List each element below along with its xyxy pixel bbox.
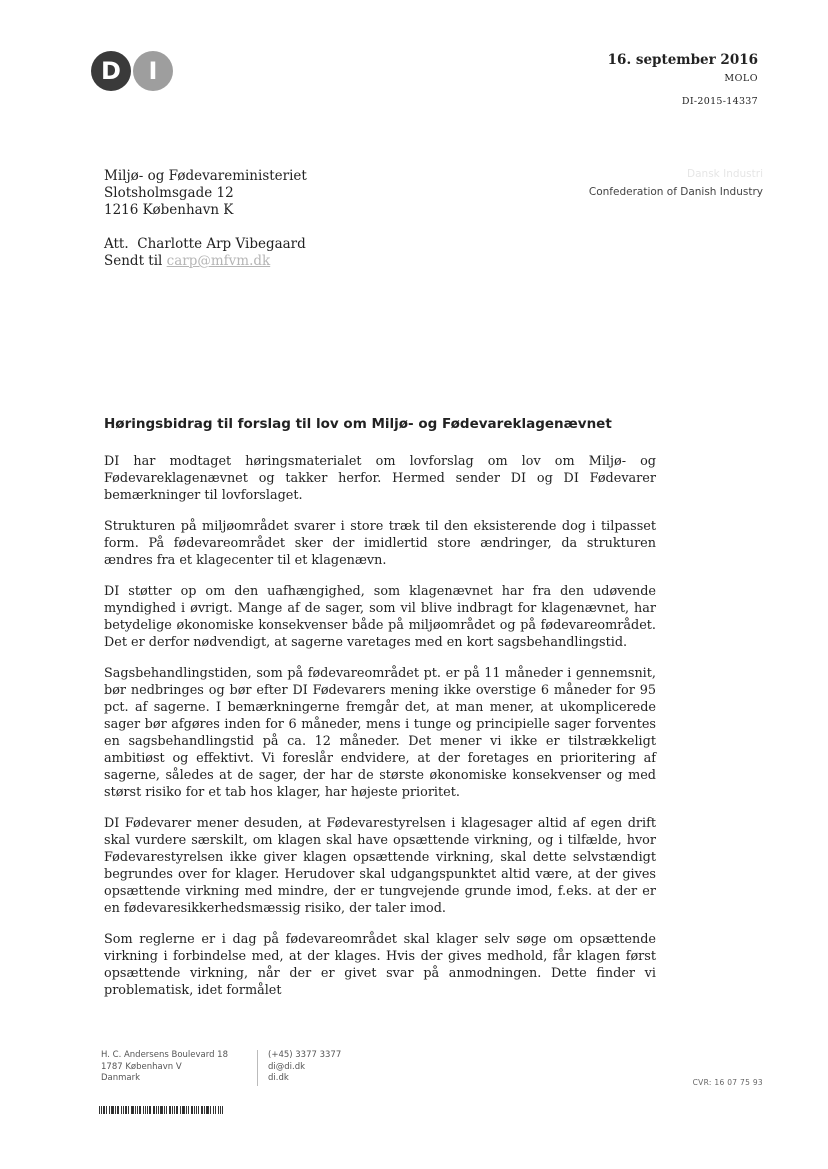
recipient-address (104, 168, 307, 219)
footer-address (101, 1050, 228, 1085)
barcode-bar (145, 1106, 146, 1114)
barcode-bar (166, 1106, 167, 1114)
barcode-bar (201, 1106, 203, 1114)
barcode-bar (101, 1106, 102, 1114)
barcode-bar (213, 1106, 214, 1114)
barcode-bar (139, 1106, 141, 1114)
barcode-bar (115, 1106, 116, 1114)
sender-org-faded: Dansk Industri (687, 168, 763, 180)
barcode-bar (123, 1106, 124, 1114)
recipient-name: Miljø- og Fødevareministeriet (104, 168, 307, 184)
barcode-bar (204, 1106, 205, 1114)
barcode-bar (128, 1106, 129, 1114)
barcode-bar (153, 1106, 155, 1114)
barcode-bar (135, 1106, 136, 1114)
barcode-bar (131, 1106, 134, 1114)
barcode-bar (218, 1106, 219, 1114)
footer-street: H. C. Andersens Boulevard 18 (101, 1050, 228, 1060)
barcode-bar (222, 1106, 223, 1114)
attention-line (104, 236, 306, 253)
letter-heading: Høringsbidrag til forslag til lov om Miljø- og Fødevareklagenævnet (104, 416, 612, 432)
body-paragraph: Strukturen på miljøområdet svarer i store træk til den eksisterende dog i tilpasset form. På fødevareområdet sker der imidlertid store ændringer, da strukturen ændres fra et klagecenter til et klagenævn. (104, 519, 656, 568)
footer-cvr: CVR: 16 07 75 93 (692, 1078, 763, 1087)
letter-date: 16. september 2016 (607, 52, 758, 68)
barcode-bar (194, 1106, 195, 1114)
footer-city: 1787 København V (101, 1061, 182, 1072)
att-label: Att. (104, 236, 129, 252)
sent-label: Sendt til (104, 253, 163, 269)
barcode-bar (182, 1106, 185, 1114)
footer-web: di.dk (268, 1073, 289, 1083)
recipient-street: Slotsholmsgade 12 (104, 185, 234, 201)
recipient-city: 1216 København K (104, 202, 234, 218)
footer-country: Danmark (101, 1073, 141, 1083)
barcode-bar (174, 1106, 175, 1114)
barcode-bar (99, 1106, 100, 1114)
barcode-bar (103, 1106, 105, 1114)
author-initials: MOLO (724, 73, 758, 84)
barcode-bar (111, 1106, 114, 1114)
barcode-bar (191, 1106, 193, 1114)
att-name: Charlotte Arp Vibegaard (137, 236, 306, 252)
reference-number: DI-2015-14337 (681, 96, 758, 107)
attention-block (104, 236, 306, 270)
barcode-bar (156, 1106, 157, 1114)
recipient-email-link[interactable]: carp@mfvm.dk (166, 253, 271, 269)
sent-to-line (104, 253, 306, 270)
footer-divider (257, 1050, 258, 1086)
barcode-bar (186, 1106, 187, 1114)
footer-phone: (+45) 3377 3377 (268, 1050, 342, 1060)
barcode-bar (117, 1106, 119, 1114)
letter-body (104, 453, 656, 1013)
barcode-bar (180, 1106, 181, 1114)
body-paragraph: DI Fødevarer mener desuden, at Fødevarestyrelsen i klagesager altid af egen drift skal vurdere særskilt, om klagen skal have opsættende virkning, og i tilfælde, hvor Fødevarestyrelsen ikke giver klagen opsættende virkning, skal dette selvstændigt begrundes over for klager. Herudover skal udgangspunktet altid være, at der gives opsættende virkning med mindre, der er tungvejende grunde imod, f.eks. at der er en fødevaresikkerhedsmæssig risiko, der taler imod. (104, 816, 656, 916)
body-paragraph: DI har modtaget høringsmaterialet om lovforslag om lov om Miljø- og Fødevareklagenævnet og takker herfor. Hermed sender DI og DI Fødevarer bemærkninger til lovforslaget. (104, 454, 656, 503)
barcode-bar (196, 1106, 197, 1114)
barcode-bar (215, 1106, 217, 1114)
barcode-bar (176, 1106, 178, 1114)
barcode-bar (164, 1106, 165, 1114)
barcode-bar (121, 1106, 122, 1114)
logo-letter-i: I (133, 51, 173, 91)
footer-email: di@di.dk (268, 1061, 306, 1072)
barcode-bar (147, 1106, 148, 1114)
barcode-bar (109, 1106, 110, 1114)
barcode-bar (188, 1106, 189, 1114)
body-paragraph: Sagsbehandlingstiden, som på fødevareområdet pt. er på 11 måneder i gennemsnit, bør nedbringes og bør efter DI Fødevarers mening ikke overstige 6 måneder for 95 pct. af sagerne. I bemærkningerne fremgår det, at man mener, at ukomplicerede sager bør afgøres inden for 6 måneder, mens i tunge og principielle sager forventes en sagsbehandlingstid på ca. 12 måneder. Det mener vi ikke er tilstrækkeligt ambitiøst og effektivt. Vi foreslår endvidere, at der foretages en prioritering af sagerne, således at de sager, der har de største økonomiske konsekvenser og med størst risiko for et tab hos klager, har højeste prioritet. (104, 666, 656, 800)
barcode-bar (106, 1106, 107, 1114)
logo-letter-d: D (91, 51, 131, 91)
barcode-bar (220, 1106, 221, 1114)
barcode-bar (125, 1106, 127, 1114)
sender-org-name: Confederation of Danish Industry (588, 186, 763, 198)
barcode-bar (158, 1106, 159, 1114)
barcode-bar (172, 1106, 173, 1114)
di-logo (91, 51, 177, 91)
barcode-bar (149, 1106, 151, 1114)
body-paragraph: Som reglerne er i dag på fødevareområdet skal klager selv søge om opsættende virkning i forbindelse med, at der klages. Hvis der gives medhold, får klagen først opsættende virkning, når der er givet svar på anmodningen. Dette finder vi problematisk, idet formålet (104, 932, 656, 998)
barcode-bar (198, 1106, 199, 1114)
barcode-bar (137, 1106, 138, 1114)
footer-contact (268, 1050, 341, 1085)
barcode-bar (169, 1106, 171, 1114)
body-paragraph: DI støtter op om den uafhængighed, som klagenævnet har fra den udøvende myndighed i øvrigt. Mange af de sager, som vil blive indbragt for klagenævnet, har betydelige økonomiske konsekvenser både på miljøområdet og på fødevareområdet. Det er derfor nødvendigt, at sagerne varetages med en kort sagsbehandlingstid. (104, 584, 656, 650)
barcode-bar (206, 1106, 209, 1114)
barcode-bar (143, 1106, 144, 1114)
document-barcode (99, 1106, 225, 1114)
barcode-bar (210, 1106, 211, 1114)
barcode-bar (160, 1106, 163, 1114)
